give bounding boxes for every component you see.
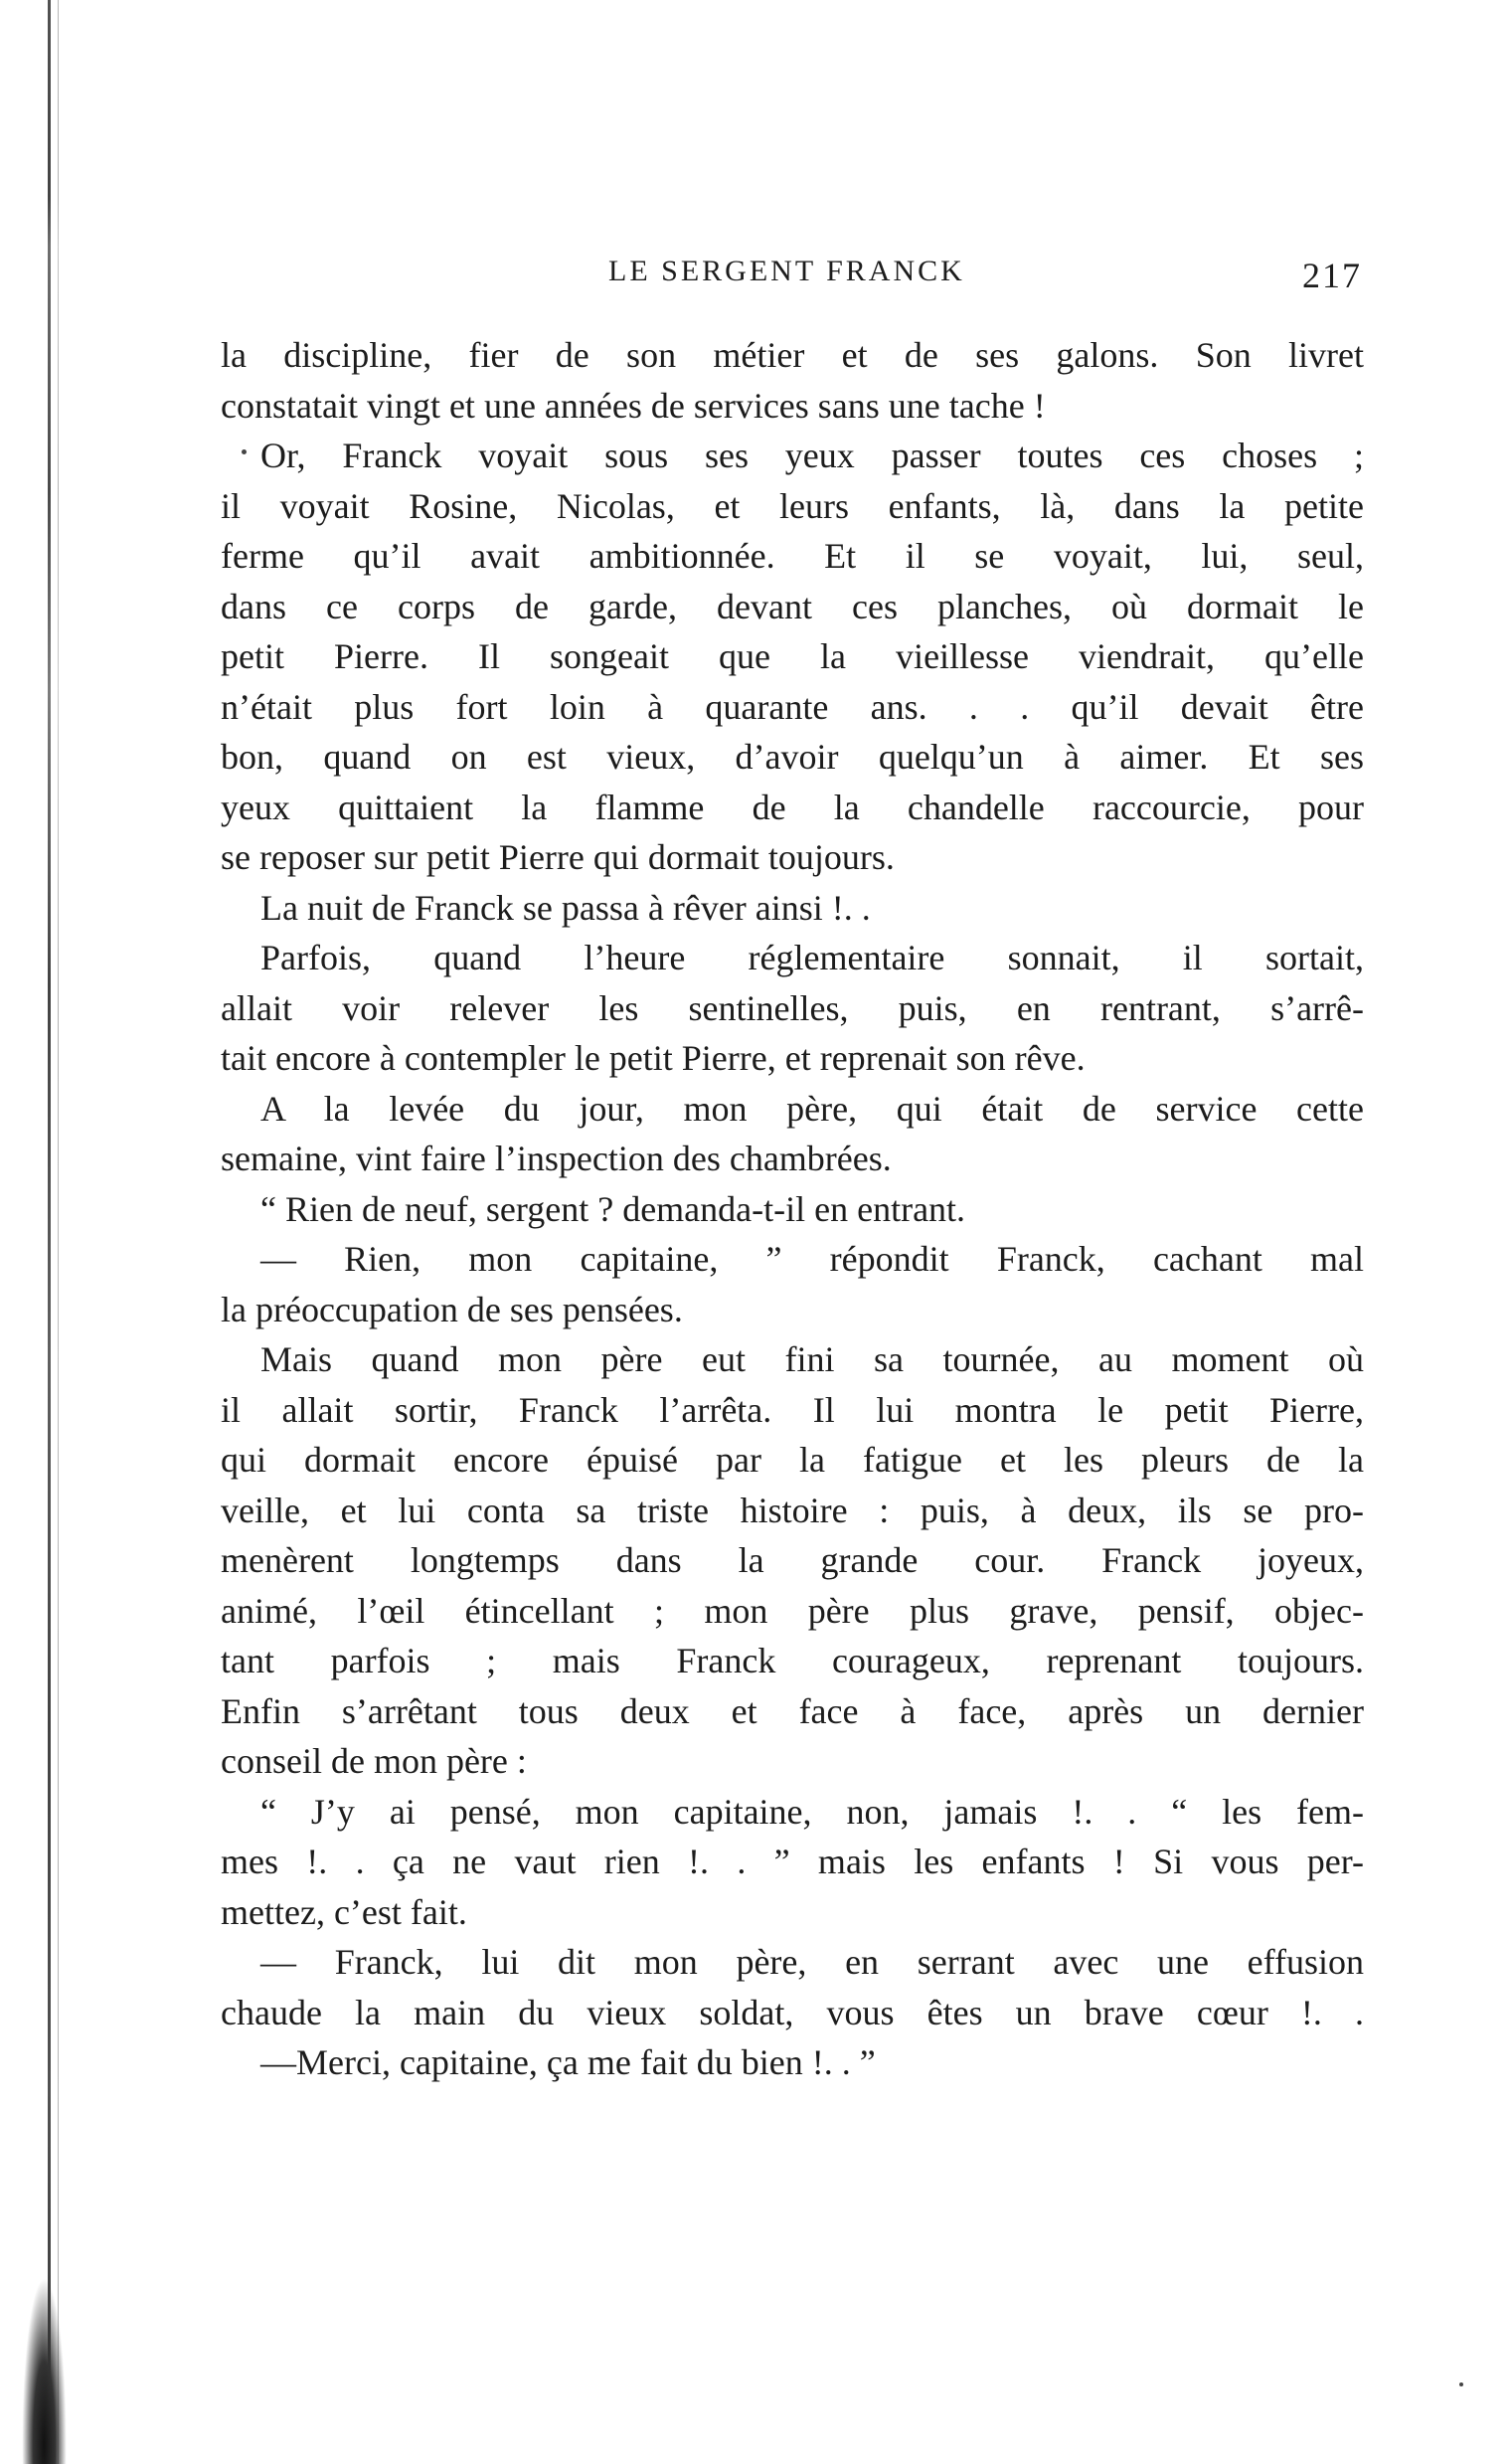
text-line: veille, et lui conta sa triste histoire : puis, à deux, ils se pro- — [221, 1490, 1364, 1530]
text-line: La nuit de Franck se passa à rêver ainsi !. . — [260, 887, 871, 928]
page-number: 217 — [1302, 256, 1362, 295]
text-line: Mais quand mon père eut fini sa tournée, au moment où — [260, 1339, 1364, 1379]
binding-shadow-line-faint — [58, 0, 59, 2464]
text-line: conseil de mon père : — [221, 1741, 527, 1781]
text-line: — Rien, mon capitaine, ” répondit Franck, cachant mal — [260, 1239, 1364, 1279]
text-line: tait encore à contempler le petit Pierre, et reprenait son rêve. — [221, 1038, 1086, 1078]
text-line: constatait vingt et une années de services sans une tache ! — [221, 385, 1046, 426]
text-line: dans ce corps de garde, devant ces planches, où dormait le — [221, 586, 1364, 626]
text-line: —Merci, capitaine, ça me fait du bien !. . ” — [260, 2042, 876, 2082]
running-head — [245, 255, 1362, 294]
text-line: mes !. . ça ne vaut rien !. . ” mais les enfants ! Si vous per- — [221, 1842, 1364, 1881]
binding-shadow-line — [48, 0, 51, 2464]
text-line: petit Pierre. Il songeait que la vieillesse viendrait, qu’elle — [221, 636, 1364, 676]
text-line: n’était plus fort loin à quarante ans. . . qu’il devait être — [221, 686, 1364, 727]
text-line: Enfin s’arrêtant tous deux et face à face, après un dernier — [221, 1690, 1364, 1731]
text-line: ferme qu’il avait ambitionnée. Et il se voyait, lui, seul, — [221, 536, 1364, 576]
text-line: allait voir relever les sentinelles, puis, en rentrant, s’arrê- — [221, 987, 1364, 1028]
text-line: il allait sortir, Franck l’arrêta. Il lui montra le petit Pierre, — [221, 1389, 1364, 1430]
page-binding-edge — [0, 0, 10, 2464]
text-line: qui dormait encore épuisé par la fatigue et les pleurs de la — [221, 1440, 1364, 1480]
text-line: la discipline, fier de son métier et de ses galons. Son livret — [221, 335, 1364, 375]
text-line: la préoccupation de ses pensées. — [221, 1289, 683, 1329]
running-title: LE SERGENT FRANCK — [608, 255, 965, 287]
ink-speck — [242, 449, 247, 454]
ink-speck — [1459, 2382, 1463, 2386]
text-line: tant parfois ; mais Franck courageux, reprenant toujours. — [221, 1641, 1364, 1680]
body-text — [221, 330, 1364, 2088]
text-line: menèrent longtemps dans la grande cour. Franck joyeux, — [221, 1540, 1364, 1580]
text-line: — Franck, lui dit mon père, en serrant avec une effusion — [260, 1942, 1364, 1982]
text-line: A la levée du jour, mon père, qui était de service cette — [260, 1088, 1364, 1129]
text-line: yeux quittaient la flamme de la chandelle raccourcie, pour — [221, 787, 1364, 827]
text-line: se reposer sur petit Pierre qui dormait toujours. — [221, 837, 895, 877]
text-line: semaine, vint faire l’inspection des chambrées. — [221, 1139, 892, 1178]
text-line: Parfois, quand l’heure réglementaire sonnait, il sortait, — [260, 938, 1364, 977]
text-line: “ Rien de neuf, sergent ? demanda-t-il en entrant. — [260, 1188, 966, 1229]
text-line: animé, l’œil étincellant ; mon père plus grave, pensif, objec- — [221, 1590, 1364, 1631]
text-line: mettez, c’est fait. — [221, 1891, 467, 1932]
text-line: bon, quand on est vieux, d’avoir quelqu’un à aimer. Et ses — [221, 737, 1364, 777]
text-line: chaude la main du vieux soldat, vous êtes un brave cœur !. . — [221, 1992, 1364, 2032]
text-line: il voyait Rosine, Nicolas, et leurs enfants, là, dans la petite — [221, 485, 1364, 526]
text-line: “ J’y ai pensé, mon capitaine, non, jamais !. . “ les fem- — [260, 1791, 1364, 1832]
binding-ink-blot — [22, 2277, 67, 2464]
text-line: Or, Franck voyait sous ses yeux passer toutes ces choses ; — [260, 436, 1364, 475]
